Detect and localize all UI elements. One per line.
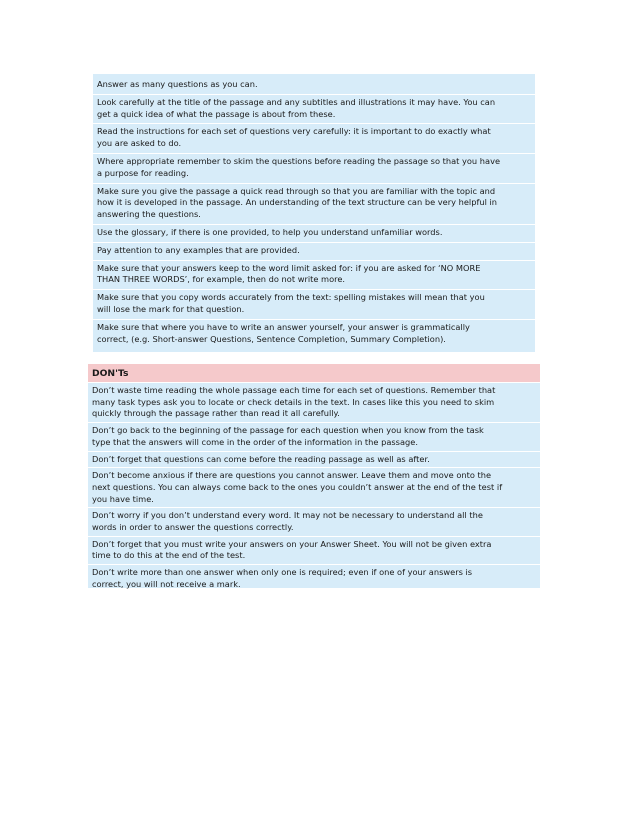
donts-row-2-line-2: type that the answers will come in the order of the information in the passage. [92,436,418,447]
dos-row-8 [93,261,535,291]
donts-row-1-line-3: quickly through the passage rather than read it all carefully. [92,408,340,419]
dos-row-4 [93,154,535,184]
dos-row-3-line-1: Read the instructions for each set of questions very carefully: it is important to do exactly what [97,126,491,137]
dos-row-2 [93,95,535,125]
dos-row-5-line-3: answering the questions. [97,209,201,220]
donts-row-1 [88,383,540,423]
donts-row-6-line-2: time to do this at the end of the test. [92,550,246,561]
dos-row-5-line-1: Make sure you give the passage a quick read through so that you are familiar with the topic and [97,185,496,196]
donts-row-2-line-1: Don’t go back to the beginning of the passage for each question when you know from the task [92,425,484,436]
donts-row-5-line-1: Don’t worry if you don’t understand every word. It may not be necessary to understand all the [92,510,483,521]
dos-row-4-line-2: a purpose for reading. [97,167,189,178]
dos-row-6-line-1: Use the glossary, if there is one provided, to help you understand unfamiliar words. [97,226,443,237]
dos-row-9-line-2: will lose the mark for that question. [97,303,245,314]
donts-row-4 [88,468,540,508]
dos-row-10-line-1: Make sure that where you have to write an answer yourself, your answer is grammatically [97,321,470,332]
dos-table [93,74,535,352]
dos-row-4-line-1: Where appropriate remember to skim the questions before reading the passage so that you have [97,155,501,166]
dos-row-10 [93,320,535,349]
donts-row-3 [88,452,540,469]
donts-row-4-line-1: Don’t become anxious if there are questions you cannot answer. Leave them and move onto the [92,470,492,481]
donts-row-4-line-3: you have time. [92,493,154,504]
dos-row-7 [93,243,535,261]
dos-row-10-line-2: correct, (e.g. Short-answer Questions, Sentence Completion, Summary Completion). [97,333,446,344]
donts-row-5 [88,508,540,536]
dos-row-9-line-1: Make sure that you copy words accurately from the text: spelling mistakes will mean that you [97,292,485,303]
donts-row-3-line-1: Don’t forget that questions can come before the reading passage as well as after. [92,453,430,464]
donts-row-4-line-2: next questions. You can always come back to the ones you couldn’t answer at the end of the test if [92,481,503,492]
donts-table [88,364,540,588]
donts-row-1-line-1: Don’t waste time reading the whole passage each time for each set of questions. Remember that [92,385,496,395]
dos-row-8-line-1: Make sure that your answers keep to the word limit asked for: if you are asked for ‘NO MORE [97,262,481,273]
donts-row-7 [88,565,540,592]
donts-header: DON'Ts [88,364,540,383]
donts-row-6-line-1: Don’t forget that you must write your answers on your Answer Sheet. You will not be given extra [92,538,492,549]
dos-row-6 [93,225,535,243]
dos-row-8-line-2: THAN THREE WORDS’, for example, then do not write more. [97,274,346,285]
dos-row-3-line-2: you are asked to do. [97,138,182,149]
dos-row-5 [93,184,535,225]
dos-row-5-line-2: how it is developed in the passage. An understanding of the text structure can be very helpful in [97,197,498,208]
dos-row-9 [93,290,535,320]
dos-row-7-line-1: Pay attention to any examples that are provided. [97,244,300,255]
donts-row-1-line-2: many task types ask you to locate or check details in the text. In cases like this you need to skim [92,396,495,407]
dos-row-3 [93,124,535,154]
dos-row-2-line-1: Look carefully at the title of the passage and any subtitles and illustrations it may have. You can [97,96,496,107]
donts-row-5-line-2: words in order to answer the questions correctly. [92,522,294,533]
dos-row-1 [93,77,535,95]
donts-row-7-line-2: correct, you will not receive a mark. [92,578,241,589]
donts-row-7-line-1: Don’t write more than one answer when only one is required; even if one of your answers is [92,567,473,578]
donts-row-2 [88,423,540,451]
dos-row-1-line-1: Answer as many questions as you can. [97,79,258,89]
dos-row-2-line-2: get a quick idea of what the passage is about from these. [97,108,336,119]
donts-row-6 [88,537,540,565]
